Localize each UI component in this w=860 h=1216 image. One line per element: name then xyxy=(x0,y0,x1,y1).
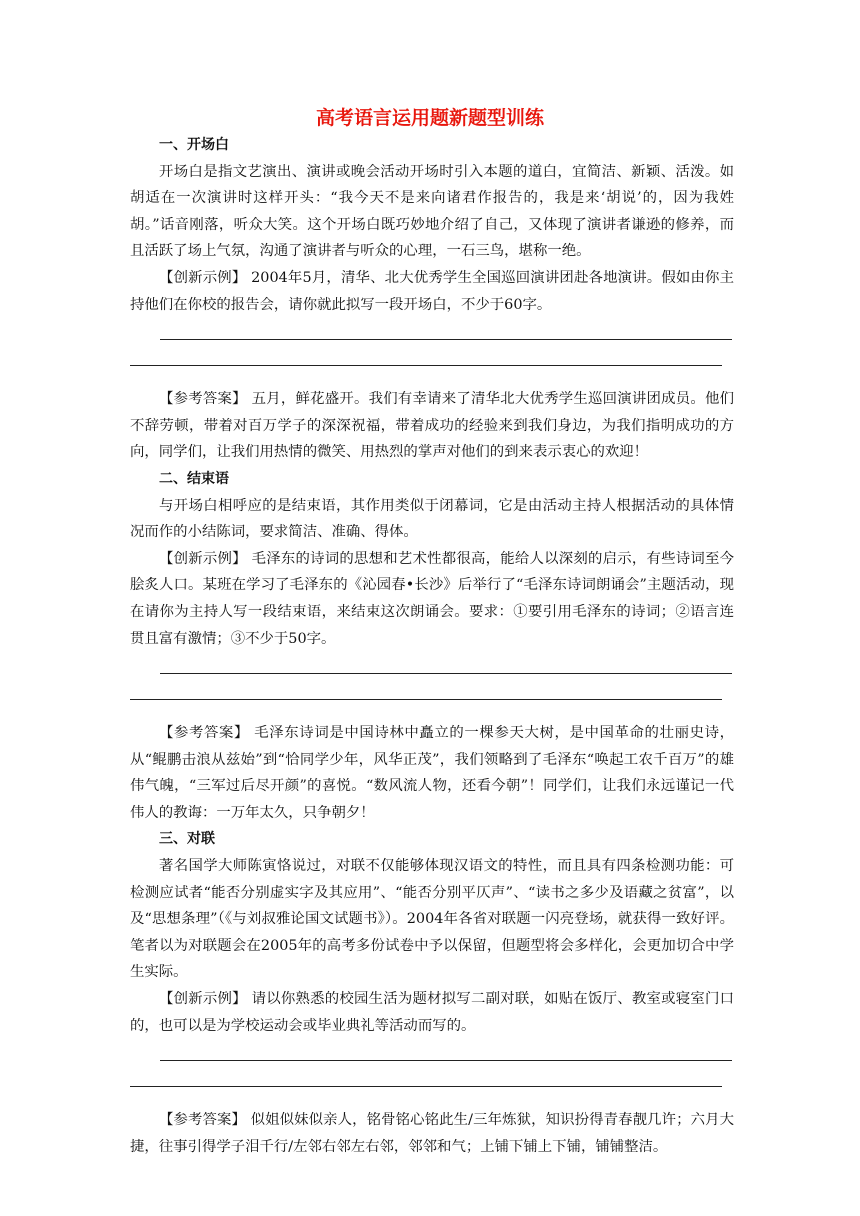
answer-paragraph xyxy=(130,720,734,826)
example-paragraph xyxy=(130,546,734,652)
answer-blank-lines xyxy=(130,652,734,706)
answer-blank-lines xyxy=(130,318,734,372)
section-intro: 著名国学大师陈寅恪说过，对联不仅能够体现汉语文的特性，而且具有四条检测功能：可检测应试者“能否分别虚实字及其应用”、“能否分别平仄声”、“读书之多少及语藏之贫富”，以及“思想条理”（《与刘叔雅论国文试题书》）。2004年各省对联题一闪亮登场，就获得一致好评。笔者以为对联题会在2005年的高考多份试卷中予以保留，但题型将会多样化，会更加切合中学生实际。 xyxy=(130,858,734,981)
example-text: 2004年5月，清华、北大优秀学生全国巡回演讲团赴各地演讲。假如由你主持他们在你校的报告会，请你就此拟写一段开场白，不少于60字。 xyxy=(130,269,734,313)
example-label: 【创新示例】 xyxy=(159,550,247,567)
answer-paragraph xyxy=(130,386,734,466)
answer-label: 【参考答案】 xyxy=(159,391,247,408)
answer-line xyxy=(160,1060,732,1061)
answer-text: 五月，鲜花盛开。我们有幸请来了清华北大优秀学生巡回演讲团成员。他们不辞劳顿，带着对百万学子的深深祝福，带着成功的经验来到我们身边，为我们指明成功的方向，同学们，让我们用热情的微笑、用热烈的掌声对他们的到来表示衷心的欢迎！ xyxy=(130,391,734,461)
answer-label: 【参考答案】 xyxy=(159,725,250,742)
answer-line xyxy=(130,1086,722,1087)
answer-text: 似姐似妹似亲人，铭骨铭心铭此生/三年炼狱，知识扮得青春靓几许；六月大捷，往事引得学子泪千行/左邻右邻左右邻，邻邻和气；上铺下铺上下铺，铺铺整洁。 xyxy=(130,1112,734,1155)
example-paragraph xyxy=(130,986,734,1039)
answer-blank-lines xyxy=(130,1039,734,1093)
answer-paragraph xyxy=(130,1107,734,1160)
example-label: 【创新示例】 xyxy=(159,991,247,1008)
section-heading: 二、结束语 xyxy=(159,470,229,487)
answer-line xyxy=(130,365,722,366)
example-text: 毛泽东的诗词的思想和艺术性都很高，能给人以深刻的启示，有些诗词至今脍炙人口。某班在学习了毛泽东的《沁园春•长沙》后举行了“毛泽东诗词朗诵会”主题活动，现在请你为主持人写一段结束语，来结束这次朗诵会。要求：①要引用毛泽东的诗词；②语言连贯且富有激情；③不少于50字。 xyxy=(130,550,734,647)
page-title: 高考语言运用题新题型训练 xyxy=(315,107,544,129)
answer-text: 毛泽东诗词是中国诗林中矗立的一棵参天大树，是中国革命的壮丽史诗，从“鲲鹏击浪从兹始”到“恰同学少年，风华正茂”，我们领略到了毛泽东“唤起工农千百万”的雄伟气魄，“三军过后尽开颜”的喜悦。“数风流人物，还看今朝”！同学们，让我们永远谨记一代伟人的教诲：一万年太久，只争朝夕！ xyxy=(130,725,734,821)
section-heading: 一、开场白 xyxy=(159,137,229,153)
section-intro: 与开场白相呼应的是结束语，其作用类似于闭幕词，它是由活动主持人根据活动的具体情况而作的小结陈词，要求简洁、准确、得体。 xyxy=(130,497,734,541)
answer-line xyxy=(160,339,732,340)
section-heading: 三、对联 xyxy=(159,831,215,848)
section-intro: 开场白是指文艺演出、演讲或晚会活动开场时引入本题的道白，宜简洁、新颖、活泼。如胡适在一次演讲时这样开头：“我今天不是来向诸君作报告的，我是来‘胡说’的，因为我姓胡。”话音刚落，听众大笑。这个开场白既巧妙地介绍了自己，又体现了演讲者谦逊的修养，而且活跃了场上气氛，沟通了演讲者与听众的心理，一石三鸟，堪称一绝。 xyxy=(130,163,734,260)
example-paragraph xyxy=(130,265,734,318)
example-label: 【创新示例】 xyxy=(159,269,247,286)
example-text: 请以你熟悉的校园生活为题材拟写二副对联，如贴在饭厅、教室或寝室门口的，也可以是为学校运动会或毕业典礼等活动而写的。 xyxy=(130,991,734,1034)
answer-line xyxy=(130,699,722,700)
document-body xyxy=(130,132,734,1160)
answer-line xyxy=(160,673,732,674)
answer-label: 【参考答案】 xyxy=(159,1112,246,1129)
